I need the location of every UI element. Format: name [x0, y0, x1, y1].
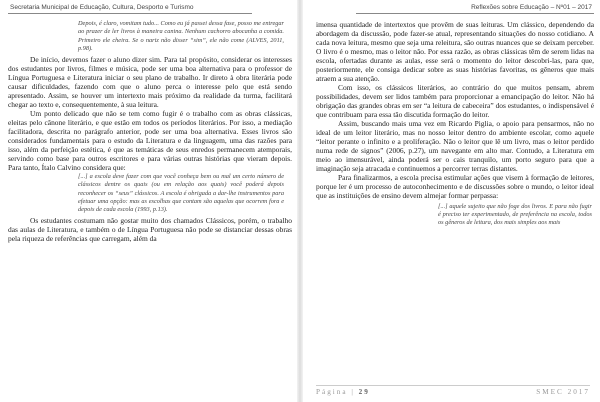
paragraph: Para finalizarmos, a escola precisa estimular ações que visem à formação de leitores, porque ler é um processo de autoconhecimento e de discussões sobre o mundo, o leitor ideal que as instituições de ensino devem almejar formar perpassa: — [316, 172, 594, 200]
page-number-label: Página | 29 — [316, 388, 370, 396]
paragraph: Assim, buscando mais uma vez em Ricardo Piglia, o apoio para pensarmos, não no ideal de um leitor literário, mas no nosso leitor dentro do ambiente escolar, como aquele “leitor perante o infinito e a proliferação. Não o leitor que lê um livro, mas o leitor perdido numa rede de signos” (2006, p.27), um navegante em alto mar. Contudo, a Literatura em meio ao imensurável, ainda poderá ser o cais tranquilo, um porto seguro para que a imaginação seja atracada e continuemos a percorrer terras distantes. — [316, 118, 594, 173]
block-quote-alves: Depois, é claro, vomitam tudo... Como eu já passei dessa fase, posso me entregar ao prazer de ler livros à maneira canina. Nenhum cachorro abocanha a comida. Primeiro ele cheira. Se o nariz não disser “sim”, ele não come (ALVES, 2011, p.98). — [78, 20, 284, 52]
footer-publisher: SMEC 2017 — [536, 388, 590, 396]
paragraph: Com isso, os clássicos literários, ao contrário do que muitos pensam, abrem possibilidades, devem ser lidos também para proporcionar a emancipação do leitor. Não há obrigação das grandes obras em ser “a leitura de cabeceira” dos estudantes, o indispensável é que contribuam para essa tão discutida formação do leitor. — [316, 82, 594, 119]
right-page-header: Reflexões sobre Educação – Nº01 – 2017 — [356, 0, 594, 14]
page-footer — [316, 385, 590, 396]
paragraph: De início, devemos fazer o aluno dizer sim. Para tal propósito, considerar os interesses dos estudantes por livros, filmes e música, pode ser uma boa alternativa para o professor de Língua Portuguesa e Literatura iniciar o seu plano de trabalho. Ir direto à obra literária pode causar dificuldades, fazendo com que o aluno perca o interesse pelo que está sendo apresentado. Assim, se houver um intertexto mais próximo da realidade da turma, facilitará chegar ao texto e, consequentemente, à sua leitura. — [8, 55, 292, 110]
right-page — [300, 0, 600, 402]
paragraph: Um ponto delicado que não se tem como fugir é o trabalho com as obras clássicas, eleitas pelo cânone literário, e que estão em todos os períodos literários. Por isso, a mediação facilitadora, descrita no parágrafo anterior, pode ser uma boa alternativa. Esses livros são considerados fundamentais para o estudo da Literatura e da linguagem, uma das razões para isso, além da perfeição estética, é que as temáticas de seus enredos permanecem atemporais, servindo como base para outros escritores e para várias outras histórias que vieram depois. Para tanto, Ítalo Calvino considera que: — [8, 109, 292, 172]
block-quote-calvino: [...] a escola deve fazer com que você conheça bem ou mal um certo número de clássicos dentre os quais (ou em relação aos quais) você poderá depois reconhecer os “seus” clássicos. A escola é obrigada a dar-lhe instrumentos para efetuar uma opção: mas as escolhas que contam são aquelas que ocorrem fora e depois de cada escola (1993, p.13). — [78, 172, 284, 214]
paragraph: imensa quantidade de intertextos que provêm de suas leituras. Um clássico, dependendo da abordagem da discussão, pode fazer-se atual, representando situações do nosso cotidiano. A cada nova leitura, mesmo que seja uma releitura, são outras nuances que se deixam perceber. O livro é o mesmo, mas o leitor não. Por essa razão, as obras clássicas têm de serem lidas na escola, ofertadas durante as aulas, esse será o momento do leitor descobri-las, para que, posteriormente, ele consiga dedicar sobre as suas histórias favoritas, os gêneros que mais atraem a sua atenção. — [316, 20, 594, 83]
page-number: 29 — [358, 388, 370, 396]
left-page-header: Secretaria Municipal de Educação, Cultura, Desporto e Turismo — [8, 0, 252, 14]
paragraph: Os estudantes costumam não gostar muito dos chamados Clássicos, porém, o trabalho das aulas de Literatura, e também o de Língua Portuguesa não pode se distanciar dessas obras pela riqueza de referências que carregam, além da — [8, 216, 292, 244]
block-quote-final: [...] aquele sujeito que não foge dos livros. E para não fugir é preciso ter experimentado, de preferência na escola, todos os gêneros de leitura, dos mais simples aos mais — [438, 202, 592, 227]
